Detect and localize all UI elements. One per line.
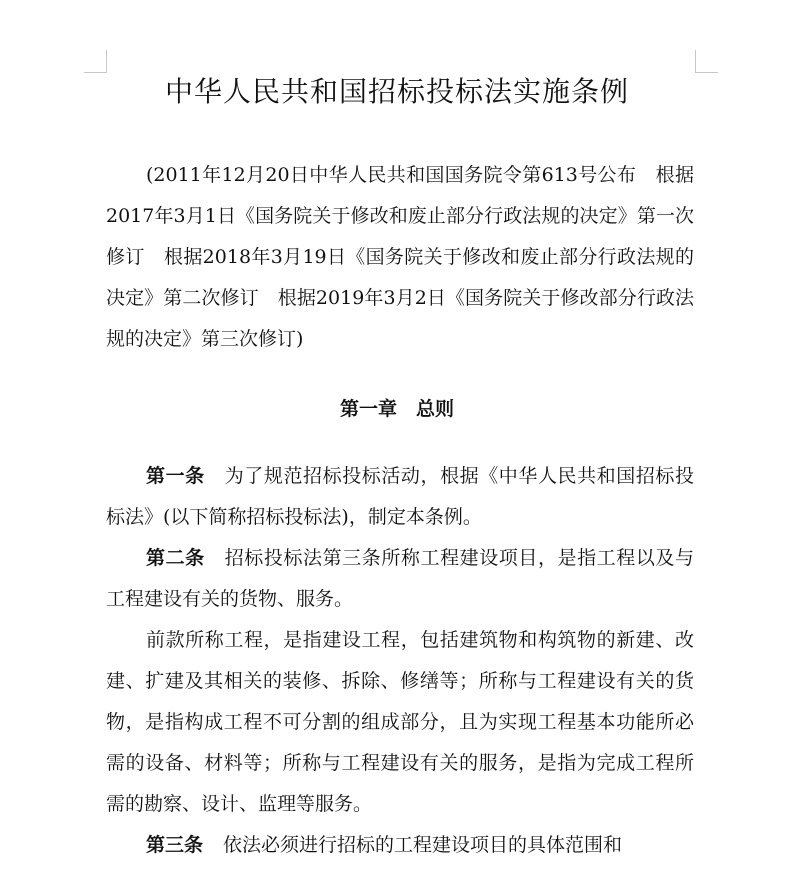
- article-2-label: 第二条: [146, 547, 205, 569]
- article-1-paragraph: [106, 456, 694, 538]
- article-3-label: 第三条: [146, 834, 204, 856]
- article-3-text: 依法必须进行招标的工程建设项目的具体范围和: [223, 834, 623, 856]
- article-2-continuation-text: 前款所称工程，是指建设工程，包括建筑物和构筑物的新建、改建、扩建及其相关的装修、拆除、修缮等；所称与工程建设有关的货物，是指构成工程不可分割的组成部分，且为实现工程基本功能所必需的设备、材料等；所称与工程建设有关的服务，是指为完成工程所需的勘察、设计、监理等服务。: [106, 629, 694, 815]
- article-1-text: 为了规范招标投标活动，根据《中华人民共和国招标投标法》(以下简称招标投标法)，制定本条例。: [106, 465, 694, 528]
- preamble-paragraph: (2011年12月20日中华人民共和国国务院令第613号公布 根据2017年3月1日《国务院关于修改和废止部分行政法规的决定》第一次修订 根据2018年3月19日《国务院关于修改和废止部分行政法规的决定》第二次修订 根据2019年3月2日《国务院关于修改部分行政法规的决定》第三次修订): [106, 164, 694, 350]
- article-1-label: 第一条: [146, 465, 205, 487]
- top-right-crop-mark: [695, 50, 718, 73]
- document-title: 中华人民共和国招标投标法实施条例: [164, 75, 629, 108]
- article-2-paragraph: [106, 538, 694, 620]
- article-2-text: 招标投标法第三条所称工程建设项目，是指工程以及与工程建设有关的货物、服务。: [106, 547, 694, 610]
- article-3-paragraph: [106, 825, 694, 866]
- top-left-crop-mark: [84, 50, 107, 73]
- article-2-continuation-paragraph: [106, 620, 694, 825]
- chapter-heading: 第一章 总则: [339, 398, 454, 420]
